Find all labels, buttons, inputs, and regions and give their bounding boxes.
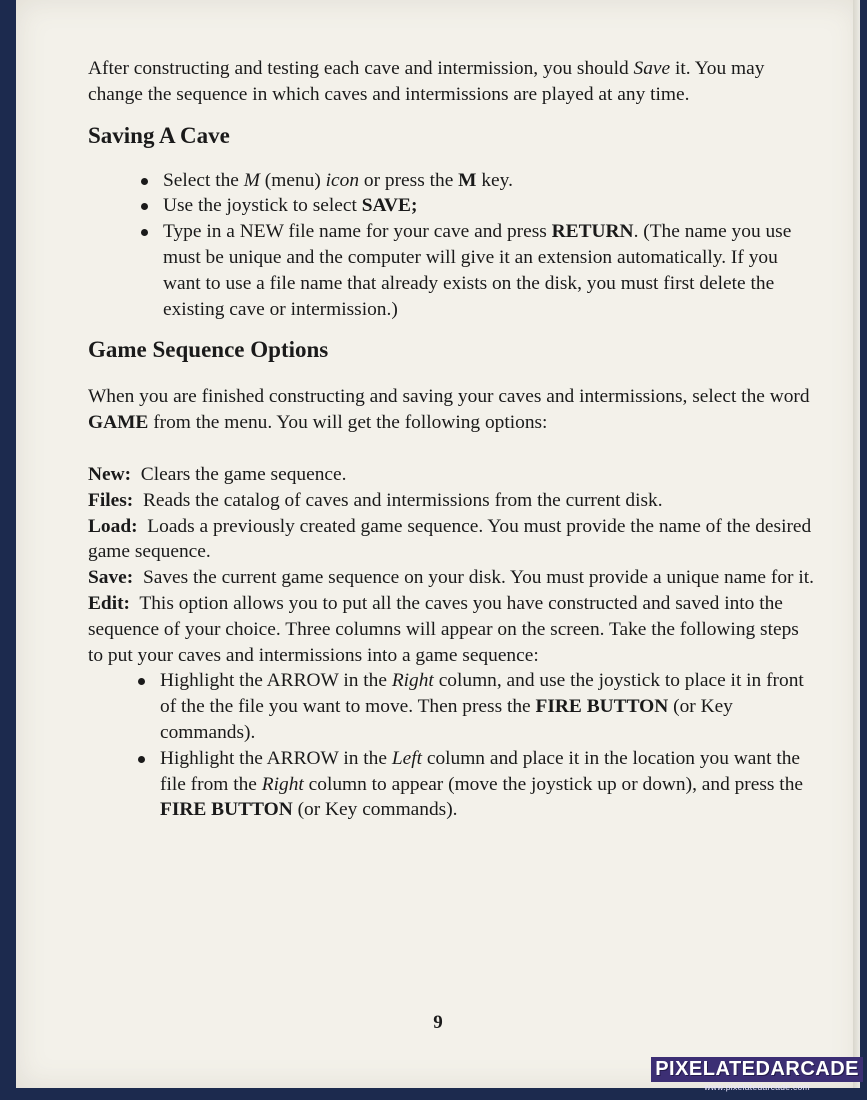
list-item: Type in a NEW file name for your cave and press RETURN. (The name you use must be unique and the computer will give it an extension automatically. If you want to use a file name that already exists on the disk, you must first delete the existing cave or intermission.) xyxy=(141,219,818,322)
page-edge xyxy=(853,0,860,1088)
intro-paragraph: After constructing and testing each cave and intermission, you should Save it. You may change the sequence in which caves and intermissions are played at any time. xyxy=(88,58,765,105)
watermark-logo xyxy=(651,1057,863,1092)
option-files: Files: Reads the catalog of caves and intermissions from the current disk. xyxy=(88,489,663,511)
heading-game-sequence-options: Game Sequence Options xyxy=(88,337,329,363)
option-save: Save: Saves the current game sequence on your disk. You must provide a unique name for it. xyxy=(88,567,814,589)
option-edit: Edit: This option allows you to put all the caves you have constructed and saved into the sequence of your choice. Three columns will appear on the screen. Take the following steps to put your caves and intermissions into a game sequence: xyxy=(88,592,799,666)
watermark-url: www.pixelatedarcade.com xyxy=(704,1082,810,1092)
bullet-icon xyxy=(141,229,148,236)
page-number: 9 xyxy=(433,1012,443,1033)
bullet-icon xyxy=(138,756,145,763)
bullet-icon xyxy=(141,203,148,210)
bullet-icon xyxy=(138,678,145,685)
list-item: Highlight the ARROW in the Left column and place it in the location you want the file from the Right column to appear (move the joystick up or down), and press the FIRE BUTTON (or Key commands). xyxy=(138,746,818,823)
saving-steps-list xyxy=(88,168,818,323)
page-content xyxy=(88,56,818,823)
list-item: Highlight the ARROW in the Right column, and use the joystick to place it in front of the the file you want to move. Then press the FIRE BUTTON (or Key commands). xyxy=(138,668,818,745)
game-sequence-paragraph: When you are finished constructing and saving your caves and intermissions, select the word GAME from the menu. You will get the following options: xyxy=(88,386,810,434)
list-item: Use the joystick to select SAVE; xyxy=(141,193,818,219)
option-new: New: Clears the game sequence. xyxy=(88,463,347,485)
edit-steps-list xyxy=(88,668,818,823)
watermark-title: PIXELATEDARCADE xyxy=(651,1057,863,1082)
bullet-icon xyxy=(141,178,148,185)
heading-saving-a-cave: Saving A Cave xyxy=(88,122,230,148)
manual-page xyxy=(16,0,860,1088)
list-item: Select the M (menu) icon or press the M key. xyxy=(141,168,818,194)
option-load: Load: Loads a previously created game sequence. You must provide the name of the desired game sequence. xyxy=(88,515,812,563)
